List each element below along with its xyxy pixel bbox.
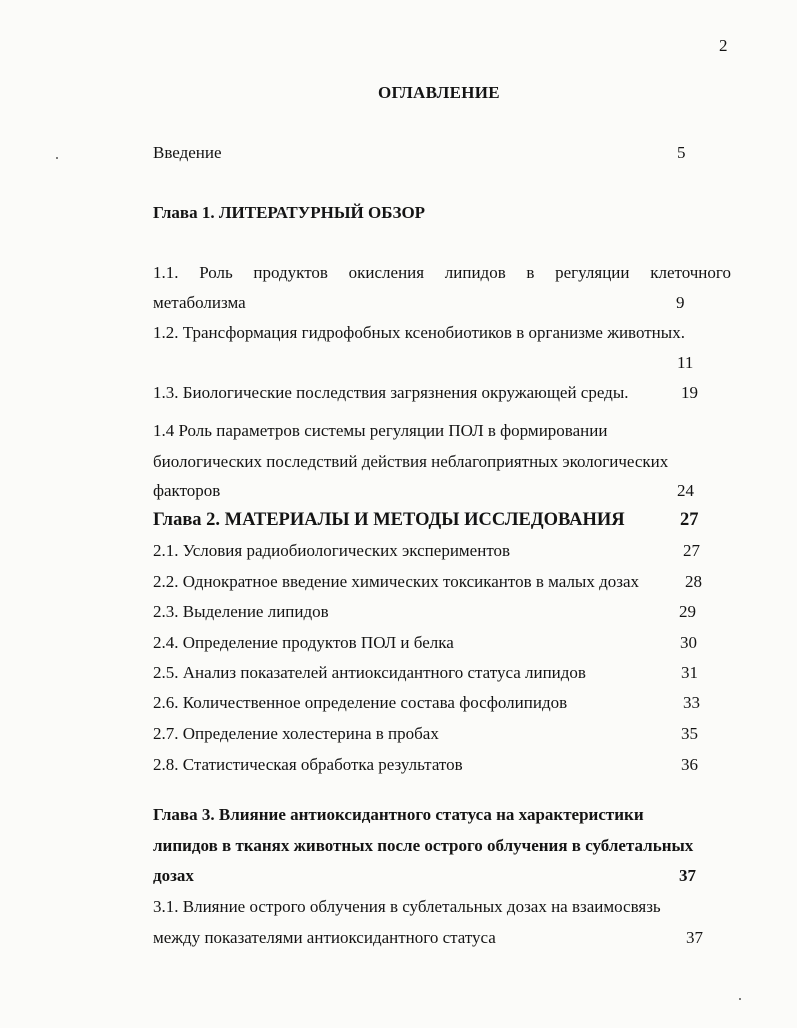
toc-page-1-2: 11 [677,353,694,372]
toc-page-2-8: 36 [681,755,698,774]
scan-speck [56,157,58,159]
word: окисления [348,263,425,282]
chapter-2-page: 27 [680,510,699,530]
toc-entry-1-2: 1.2. Трансформация гидрофобных ксенобиотиков в организме животных. [153,323,685,342]
toc-entry-2-5: 2.5. Анализ показателей антиоксидантного статуса липидов [153,663,586,682]
word: регуляции [555,263,630,282]
chapter-2-heading: Глава 2. МАТЕРИАЛЫ И МЕТОДЫ ИССЛЕДОВАНИЯ [153,510,625,530]
toc-page-intro: 5 [677,143,686,162]
chapter-3-heading-line1: Глава 3. Влияние антиоксидантного статуса на характеристики [153,805,644,824]
toc-page-2-3: 29 [679,602,696,621]
chapter-3-heading-line3: дозах [153,866,194,885]
toc-entry-3-1-line2: между показателями антиоксидантного статуса [153,928,496,947]
toc-page-2-5: 31 [681,663,698,682]
word: продуктов [253,263,328,282]
word: клеточного [650,263,731,282]
toc-entry-1-4-line3: факторов [153,481,221,500]
scan-speck [739,998,741,1000]
toc-entry-3-1-line1: 3.1. Влияние острого облучения в сублетальных дозах на взаимосвязь [153,897,661,916]
toc-page-2-4: 30 [680,633,697,652]
toc-entry-2-4: 2.4. Определение продуктов ПОЛ и белка [153,633,454,652]
word: липидов [444,263,506,282]
toc-entry-intro: Введение [153,143,222,162]
toc-entry-1-1-line2: метаболизма [153,293,246,312]
chapter-1-heading: Глава 1. ЛИТЕРАТУРНЫЙ ОБЗОР [153,203,426,222]
toc-title: ОГЛАВЛЕНИЕ [378,83,500,102]
toc-entry-2-8: 2.8. Статистическая обработка результатов [153,755,463,774]
toc-entry-2-2: 2.2. Однократное введение химических токсикантов в малых дозах [153,572,640,591]
chapter-3-page: 37 [679,866,696,885]
chapter-3-heading-line2: липидов в тканях животных после острого облучения в сублетальных [153,836,694,855]
word: Роль [199,263,233,282]
toc-page-2-6: 33 [683,693,700,712]
word: в [526,263,535,282]
toc-page-3-1: 37 [686,928,703,947]
toc-page-2-1: 27 [683,541,700,560]
toc-entry-2-7: 2.7. Определение холестерина в пробах [153,724,439,743]
toc-page-1-1: 9 [676,293,685,312]
toc-entry-2-6: 2.6. Количественное определение состава фосфолипидов [153,693,568,712]
word: 1.1. [153,263,179,282]
toc-entry-1-3: 1.3. Биологические последствия загрязнения окружающей среды. [153,383,629,402]
toc-page-1-4: 24 [677,481,694,500]
page-number: 2 [719,36,728,55]
toc-page-1-3: 19 [681,383,698,402]
toc-entry-2-3: 2.3. Выделение липидов [153,602,329,621]
toc-entry-2-1: 2.1. Условия радиобиологических экспериментов [153,541,511,560]
toc-entry-1-4-line1: 1.4 Роль параметров системы регуляции ПОЛ в формировании [153,421,608,440]
toc-entry-1-4-line2: биологических последствий действия неблагоприятных экологических [153,452,669,471]
toc-entry-1-1-line1 [153,263,731,283]
toc-page-2-2: 28 [685,572,702,591]
toc-page-2-7: 35 [681,724,698,743]
